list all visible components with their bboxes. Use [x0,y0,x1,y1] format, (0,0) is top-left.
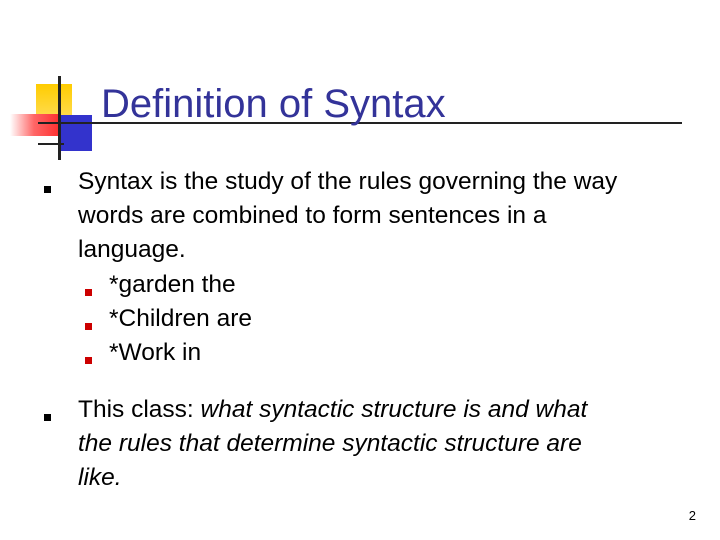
sub-bullet-marker [85,323,92,330]
logo-blue-square [60,115,92,151]
bullet-marker [44,186,51,193]
slide-title: Definition of Syntax [101,82,446,126]
sub-bullet-2: *Children are [109,305,252,332]
logo-vertical-line [58,76,61,160]
bullet-1-line-3: language. [78,236,186,263]
bullet-marker [44,414,51,421]
sub-bullet-1: *garden the [109,271,236,298]
bullet-2-plain-text: This class: [78,396,201,423]
bullet-1-line-2: words are combined to form sentences in a [78,202,547,229]
bullet-2-line-3: like. [78,464,122,491]
slide-number: 2 [688,508,696,523]
bullet-2-line-2: the rules that determine syntactic structure are [78,430,582,457]
bullet-1-line-1: Syntax is the study of the rules governing the way [78,168,618,195]
sub-bullet-3: *Work in [109,339,202,366]
sub-bullet-marker [85,289,92,296]
bullet-2-italic-text: what syntactic structure is and what [200,396,588,423]
logo-horizontal-line [38,143,64,145]
logo-red-bar [10,114,58,136]
sub-bullet-marker [85,357,92,364]
bullet-2-line-1 [78,391,587,428]
